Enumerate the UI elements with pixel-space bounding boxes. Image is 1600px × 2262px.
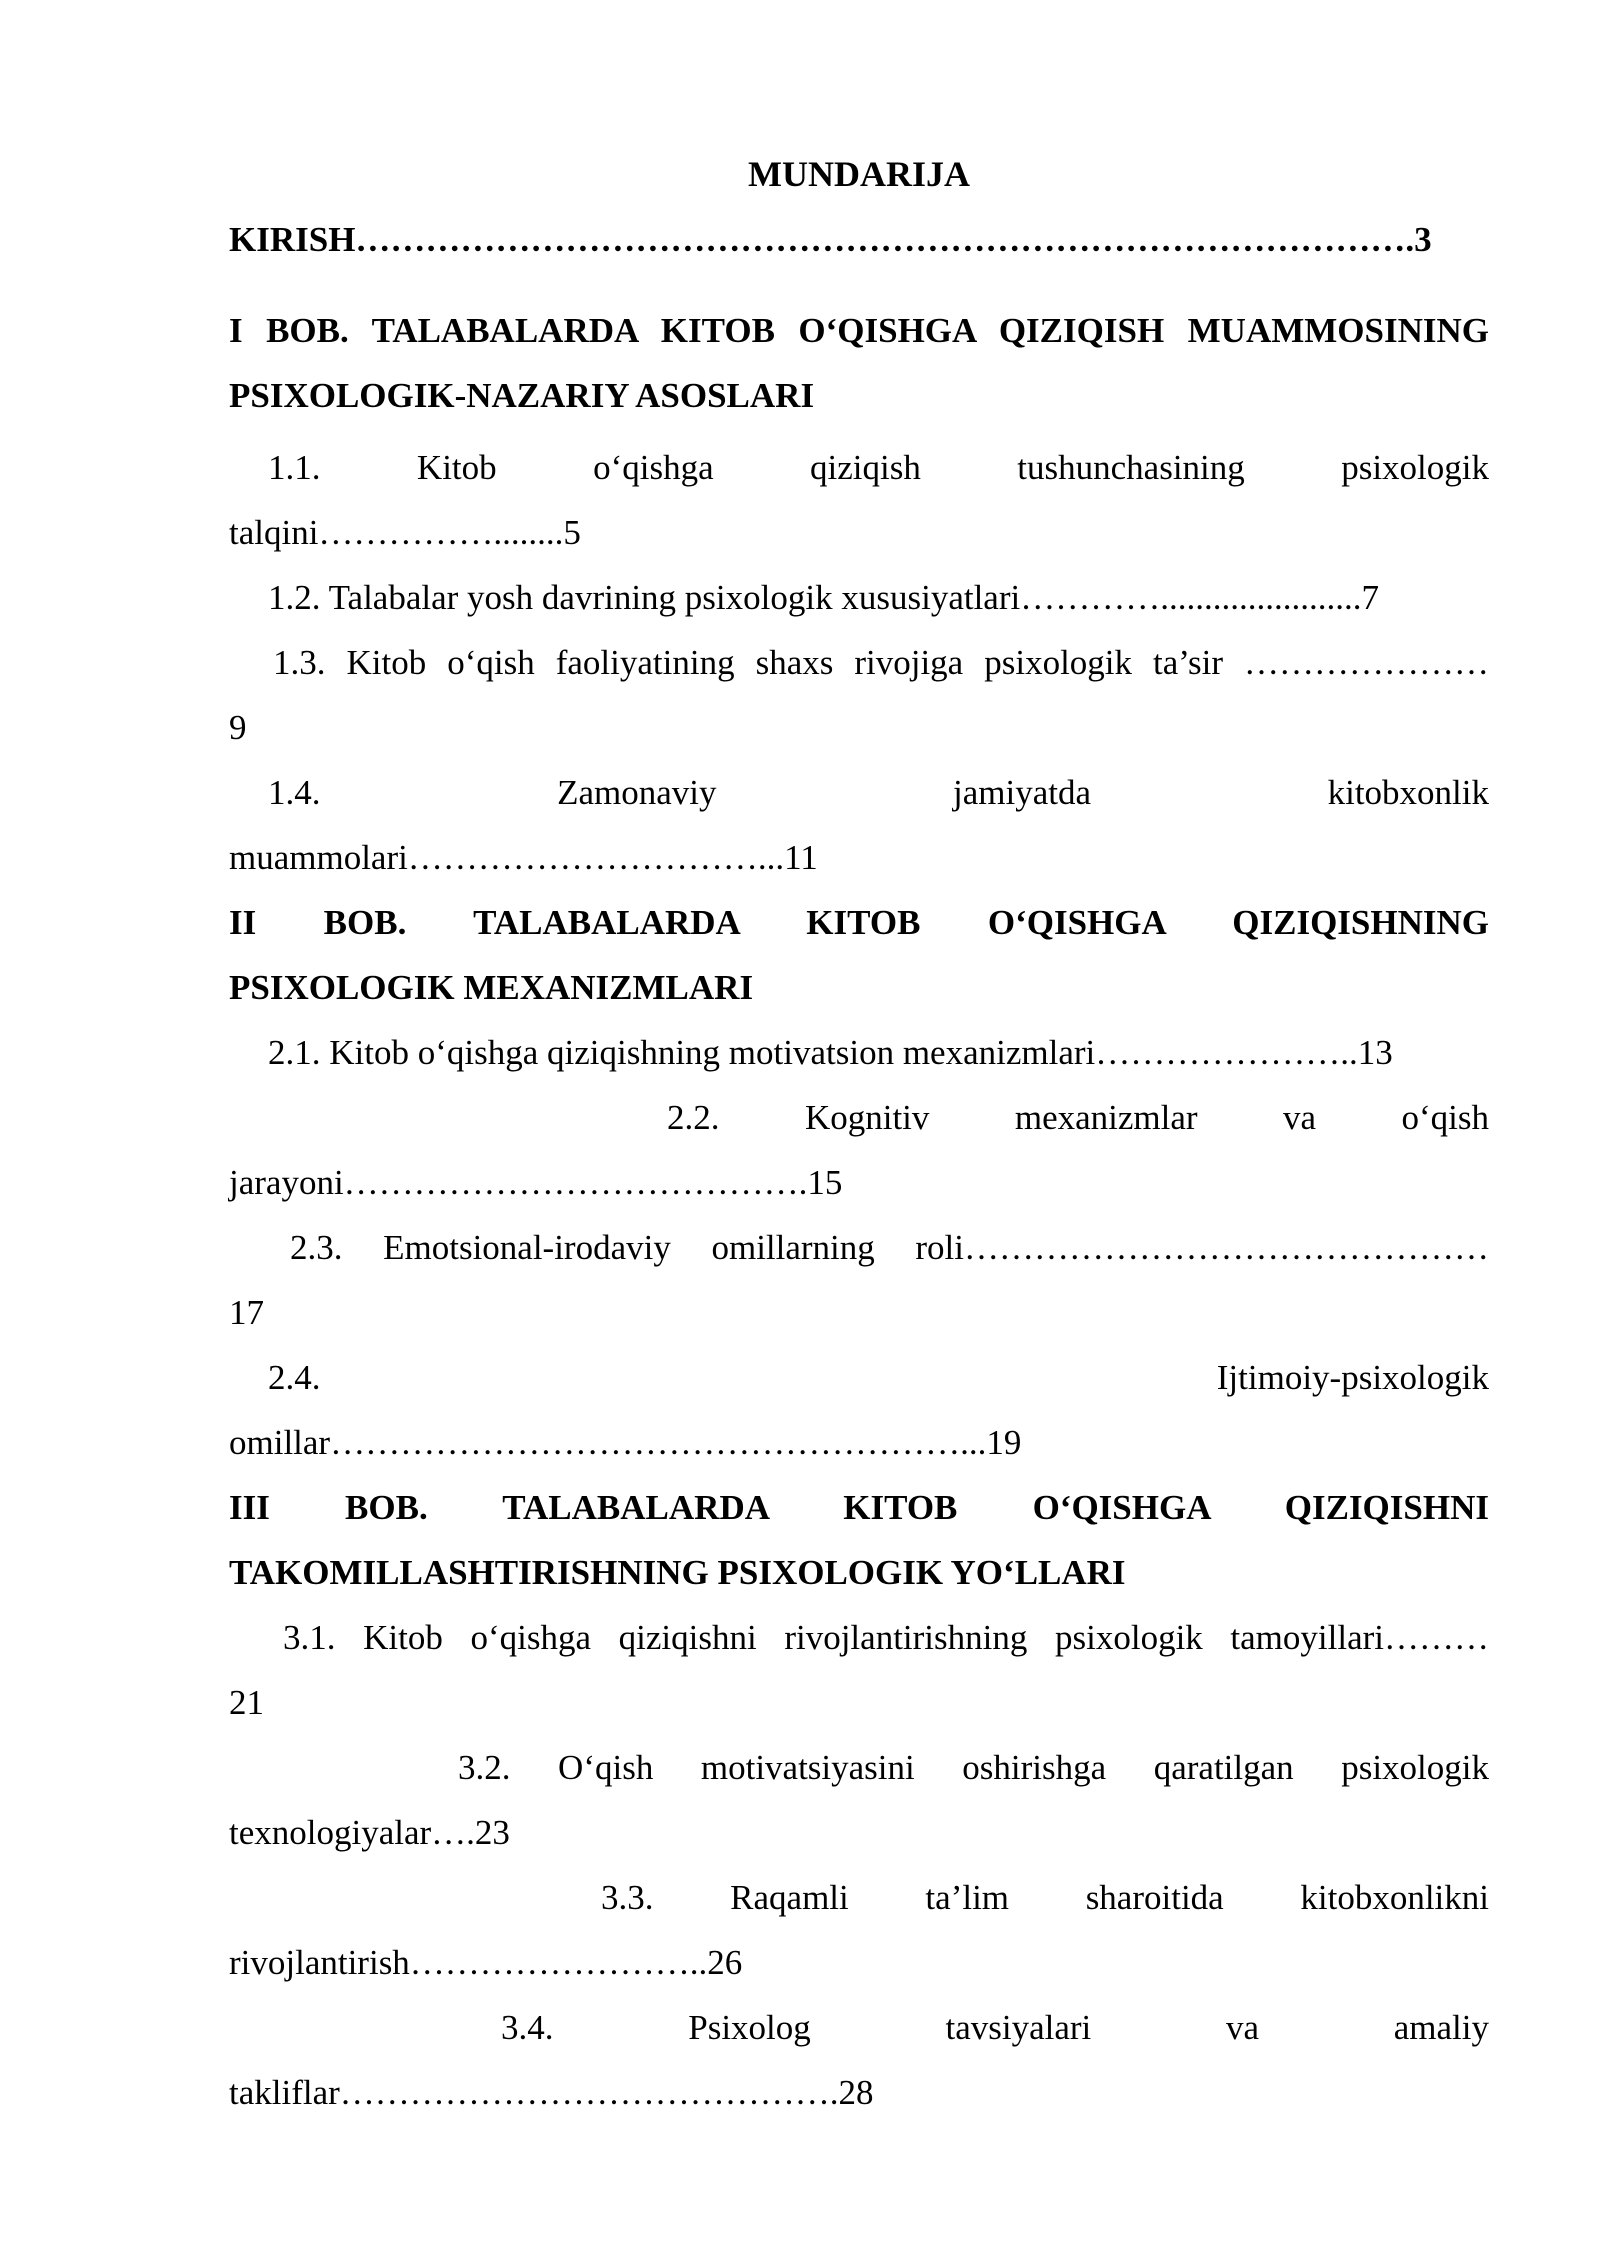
toc-section-3-1-line-1: 3.1. Kitob o‘qishga qiziqishni rivojlantirishning psixologik tamoyillari……… [283,1618,1489,1657]
toc-section-2-4-line-1: 2.4. Ijtimoiy-psixologik [268,1358,1489,1397]
toc-section-1-2: 1.2. Talabalar yosh davrining psixologik xususiyatlari………….......................7 [268,578,1379,617]
toc-chapter-3-line-2: TAKOMILLASHTIRISHNING PSIXOLOGIK YO‘LLARI [229,1553,1126,1592]
toc-chapter-1-line-1: I BOB. TALABALARDA KITOB O‘QISHGA QIZIQISH MUAMMOSINING [229,311,1489,350]
toc-section-3-2-line-2: texnologiyalar….23 [229,1813,510,1852]
toc-section-3-3-line-2: rivojlantirish……………………..26 [229,1943,743,1982]
toc-entry-kirish: KIRISH……………………………………………………………………………….3 [229,220,1432,259]
toc-section-2-3-line-2: 17 [229,1293,264,1332]
toc-section-2-1: 2.1. Kitob o‘qishga qiziqishning motivatsion mexanizmlari…………………..13 [268,1033,1393,1072]
toc-section-1-3-line-1: 1.3. Kitob o‘qish faoliyatining shaxs rivojiga psixologik ta’sir ………………… [273,643,1489,682]
toc-section-1-4-line-1: 1.4. Zamonaviy jamiyatda kitobxonlik [268,773,1489,812]
toc-section-3-4-line-2: takliflar…………………………………….28 [229,2073,874,2112]
toc-section-2-2-line-2: jarayoni………………………………….15 [229,1163,843,1202]
toc-section-1-3-line-2: 9 [229,708,247,747]
page-title: MUNDARIJA [748,154,970,194]
toc-section-3-3-line-1: 3.3. Raqamli ta’lim sharoitida kitobxonlikni [601,1878,1489,1917]
toc-section-3-1-line-2: 21 [229,1683,264,1722]
toc-section-1-1-line-2: talqini……………........5 [229,513,581,552]
toc-chapter-3-line-1: III BOB. TALABALARDA KITOB O‘QISHGA QIZIQISHNI [229,1488,1489,1527]
toc-section-2-4-line-2: omillar………………………………………………...19 [229,1423,1022,1462]
toc-section-3-2-line-1: 3.2. O‘qish motivatsiyasini oshirishga qaratilgan psixologik [458,1748,1489,1787]
toc-section-2-3-line-1: 2.3. Emotsional-irodaviy omillarning roli……………………………………… [290,1228,1489,1267]
toc-chapter-1-line-2: PSIXOLOGIK-NAZARIY ASOSLARI [229,376,815,415]
toc-section-3-4-line-1: 3.4. Psixolog tavsiyalari va amaliy [501,2008,1489,2047]
toc-section-1-4-line-2: muammolari…………………………...11 [229,838,818,877]
toc-section-2-2-line-1: 2.2. Kognitiv mexanizmlar va o‘qish [667,1098,1489,1137]
toc-chapter-2-line-2: PSIXOLOGIK MEXANIZMLARI [229,968,754,1007]
toc-section-1-1-line-1: 1.1. Kitob o‘qishga qiziqish tushunchasining psixologik [268,448,1489,487]
toc-chapter-2-line-1: II BOB. TALABALARDA KITOB O‘QISHGA QIZIQISHNING [229,903,1489,942]
